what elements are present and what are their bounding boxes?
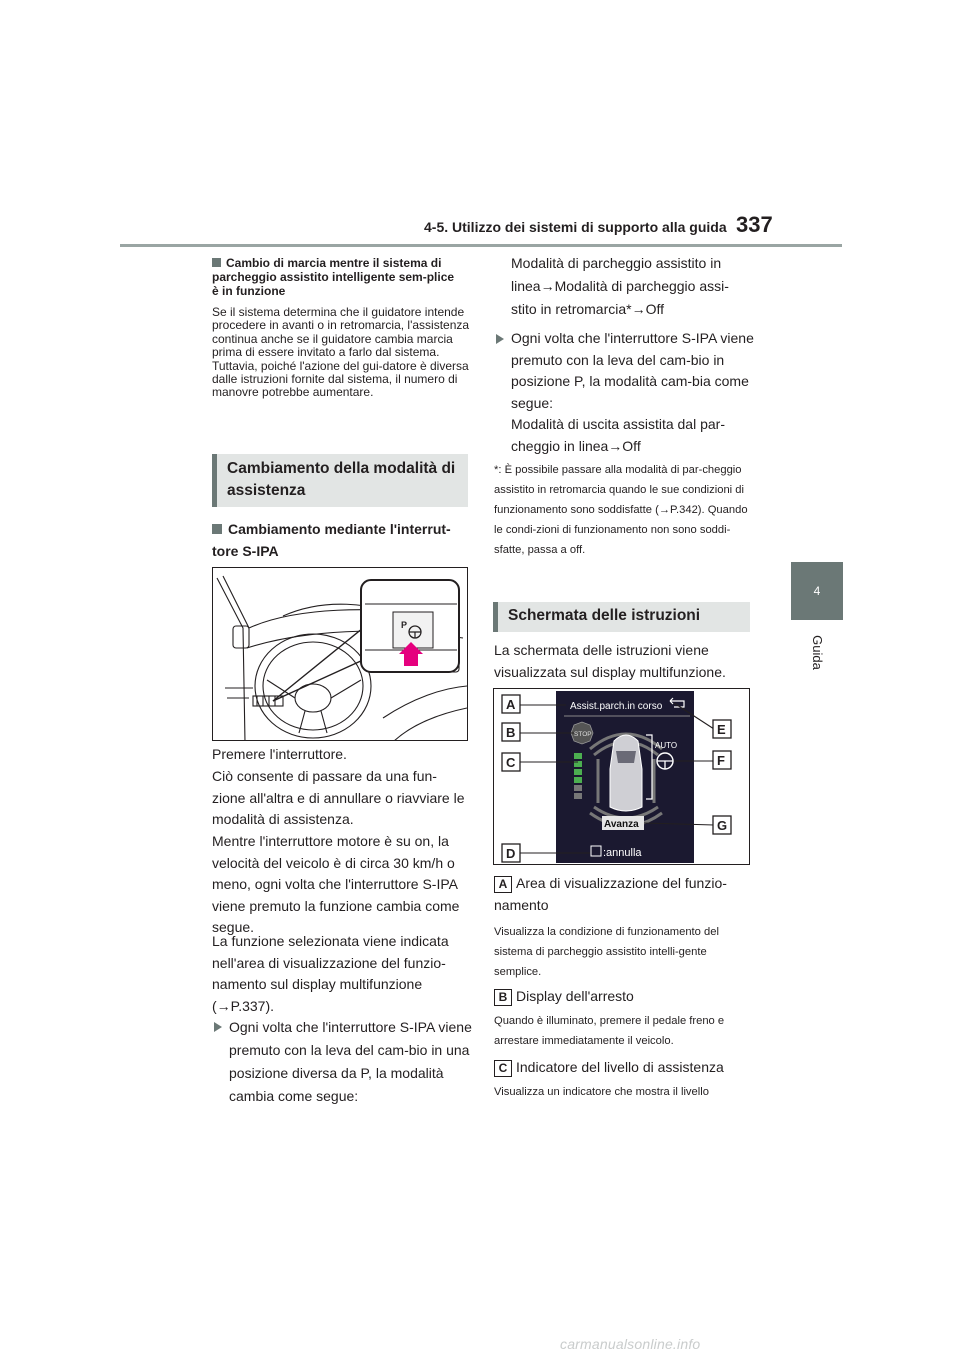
annulla-label: :annulla: [603, 847, 642, 859]
auto-label: AUTO: [655, 741, 678, 750]
avanza-label: Avanza: [604, 819, 639, 830]
callout-a: A: [506, 697, 516, 712]
header-rule: [120, 244, 842, 247]
triangle-bullet-icon: [214, 1022, 222, 1032]
paragraph-selected: La funzione selezionata viene indicata nell'area di visualizzazione del funzio-namento sul display multifunzione (→P.337).: [212, 933, 449, 1014]
callout-c: C: [506, 755, 516, 770]
callout-b: B: [506, 725, 516, 740]
vehicle-icon: [610, 735, 642, 811]
subhead-switch: Cambiamento mediante l'interrut-tore S-IPA: [212, 521, 451, 559]
paragraph-press: Premere l'interruttore.: [212, 746, 347, 762]
dashboard-illustration: [213, 568, 468, 741]
legend-item-c: C Indicatore del livello di assistenza Visualizza un indicatore che mostra il livello: [494, 1059, 724, 1098]
running-header: 4-5. Utilizzo dei sistemi di supporto alla guida: [424, 219, 727, 235]
legend-item-a: A Area di visualizzazione del funzio-namento Visualizza la condizione di funzionamento del sistema di parcheggio assistito intelli-gente semplice.: [494, 875, 727, 978]
paragraph-gear-change: Se il sistema determina che il guidatore intende procedere in avanti o in retromarcia, l'assistenza continua anche se il guidatore cambia marcia prima di essere invitato a farlo dal sistema. Tuttavia, poiché l'azione del gui-datore è diversa dalle istruzioni fornite dal sistema, il numero di manovre potrebbe aumentare.: [212, 305, 470, 400]
chapter-label: Guida: [809, 634, 825, 670]
dashboard-switch-figure: [212, 567, 468, 741]
triangle-bullet-icon: [496, 334, 504, 344]
display-title: Assist.parch.in corso: [570, 701, 663, 712]
chapter-tab[interactable]: 4: [791, 562, 843, 620]
paragraph-while: Mentre l'interruttore motore è su on, la velocità del veicolo è di circa 30 km/h o meno, ogni volta che l'interruttore S-IPA viene premuto la funzione cambia come segue.: [212, 833, 460, 936]
section-title-assist-mode: Cambiamento della modalità di assistenza: [212, 454, 468, 507]
instruction-screen-figure: [493, 688, 750, 865]
square-bullet-icon: [212, 258, 221, 267]
mode-sequence-continued: Modalità di parcheggio assistito in linea→Modalità di parcheggio assi-stito in retromarcia*→Off: [511, 255, 729, 317]
footnote: *: È possibile passare alla modalità di par-cheggio assistito in retromarcia quando le sue condizioni di funzionamento sono soddisfatte (→P.342). Quando le condi-zioni di funzionamento non sono soddi-sfatte, passa a off.: [494, 464, 748, 556]
callout-d: D: [506, 846, 516, 861]
legend-item-b: B Display dell'arresto Quando è illuminato, premere il pedale freno e arrestare immediatamente il veicolo.: [494, 988, 725, 1047]
page-number: 337: [736, 212, 773, 237]
bullet-not-p: Ogni volta che l'interruttore S-IPA viene premuto con la leva del cam-bio in una posizione diversa da P, la modalità cambia come segue:: [212, 1016, 474, 1108]
bullet-p: Ogni volta che l'interruttore S-IPA viene premuto con la leva del cam-bio in posizione P, la modalità cam-bia come segue: Modalità di uscita assistita dal par-cheggio in linea→Off: [494, 328, 754, 458]
switch-label: P: [401, 620, 408, 630]
callout-g: G: [717, 818, 728, 833]
square-bullet-icon: [212, 524, 222, 534]
watermark[interactable]: carmanualsonline.info: [560, 1336, 701, 1352]
section-title-instruction-screen: Schermata delle istruzioni: [493, 602, 750, 632]
stop-label: STOP: [574, 731, 592, 738]
subhead-gear-change: Cambio di marcia mentre il sistema di parcheggio assistito intelligente sem-plice è in funzione: [212, 256, 455, 298]
display-illustration: [494, 689, 750, 865]
callout-f: F: [717, 753, 725, 768]
callout-e: E: [717, 722, 726, 737]
paragraph-screen: La schermata delle istruzioni viene visualizzata sul display multifunzione.: [494, 642, 726, 680]
paragraph-allows: Ciò consente di passare da una fun-zione all'altra e di annullare o riavviare le modalità di assistenza.: [212, 768, 465, 828]
